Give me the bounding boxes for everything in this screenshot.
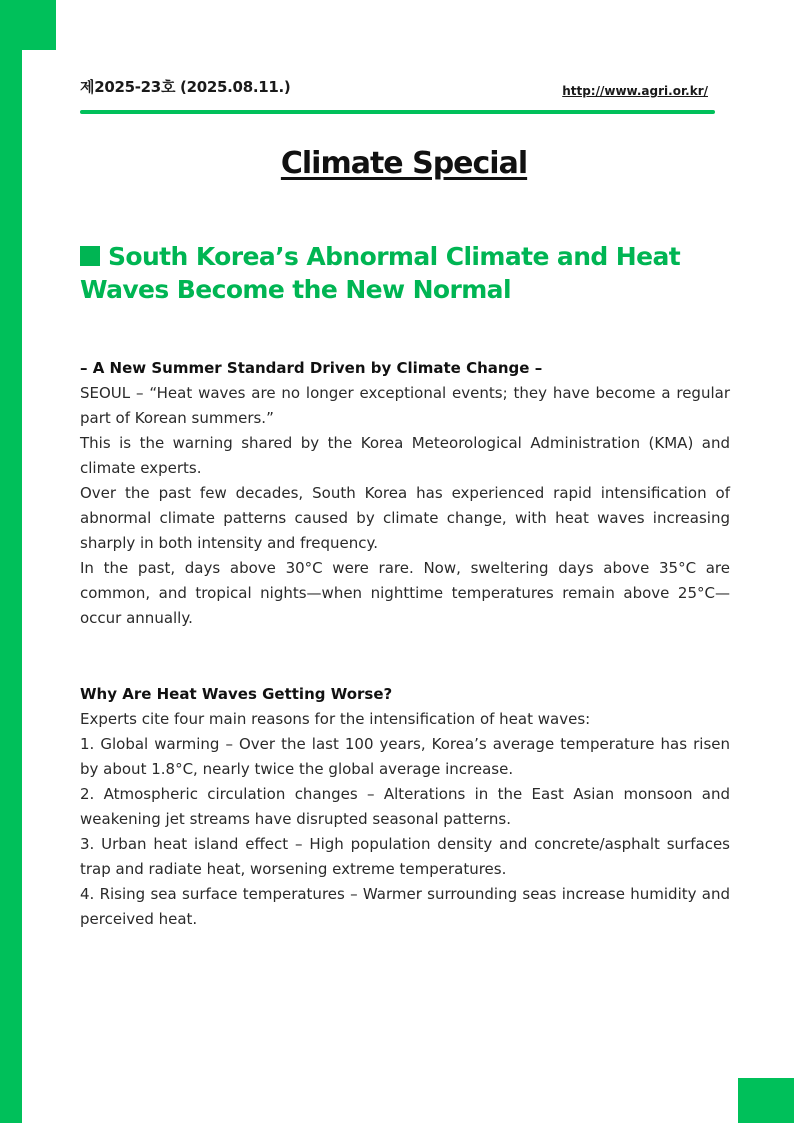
issue-number: 제2025-23호 (2025.08.11.) (80, 78, 291, 96)
reasons-heading: Why Are Heat Waves Getting Worse? (80, 685, 393, 703)
header-divider (80, 110, 715, 114)
reason-item: 1. Global warming – Over the last 100 years, Korea’s average temperature has risen by about 1.8°C, nearly twice the global average increase. (80, 735, 730, 778)
article-subheading: – A New Summer Standard Driven by Climate Change – (80, 359, 543, 377)
headline-text: South Korea’s Abnormal Climate and Heat Waves Become the New Normal (80, 242, 681, 304)
reason-item: 4. Rising sea surface temperatures – Warmer surrounding seas increase humidity and perceived heat. (80, 885, 730, 928)
reasons-section (80, 682, 730, 932)
top-green-block (22, 0, 56, 50)
headline-square-icon (80, 246, 100, 266)
reason-item: 2. Atmospheric circulation changes – Alterations in the East Asian monsoon and weakening jet streams have disrupted seasonal patterns. (80, 785, 730, 828)
article-intro (80, 356, 730, 631)
article-paragraph: This is the warning shared by the Korea Meteorological Administration (KMA) and climate experts. (80, 434, 730, 477)
reason-item: 3. Urban heat island effect – High population density and concrete/asphalt surfaces trap and radiate heat, worsening extreme temperatures. (80, 835, 730, 878)
article-headline (80, 240, 720, 306)
bottom-green-block (738, 1078, 794, 1123)
site-url-link[interactable]: http://www.agri.or.kr/ (562, 84, 708, 98)
reasons-intro: Experts cite four main reasons for the intensification of heat waves: (80, 710, 591, 728)
article-paragraph: SEOUL – “Heat waves are no longer exceptional events; they have become a regular part of Korean summers.” (80, 384, 730, 427)
article-paragraph: In the past, days above 30°C were rare. Now, sweltering days above 35°C are common, and tropical nights—when nighttime temperatures remain above 25°C—occur annually. (80, 559, 730, 627)
article-paragraph: Over the past few decades, South Korea has experienced rapid intensification of abnormal climate patterns caused by climate change, with heat waves increasing sharply in both intensity and frequency. (80, 484, 730, 552)
section-title: Climate Special (280, 146, 528, 181)
